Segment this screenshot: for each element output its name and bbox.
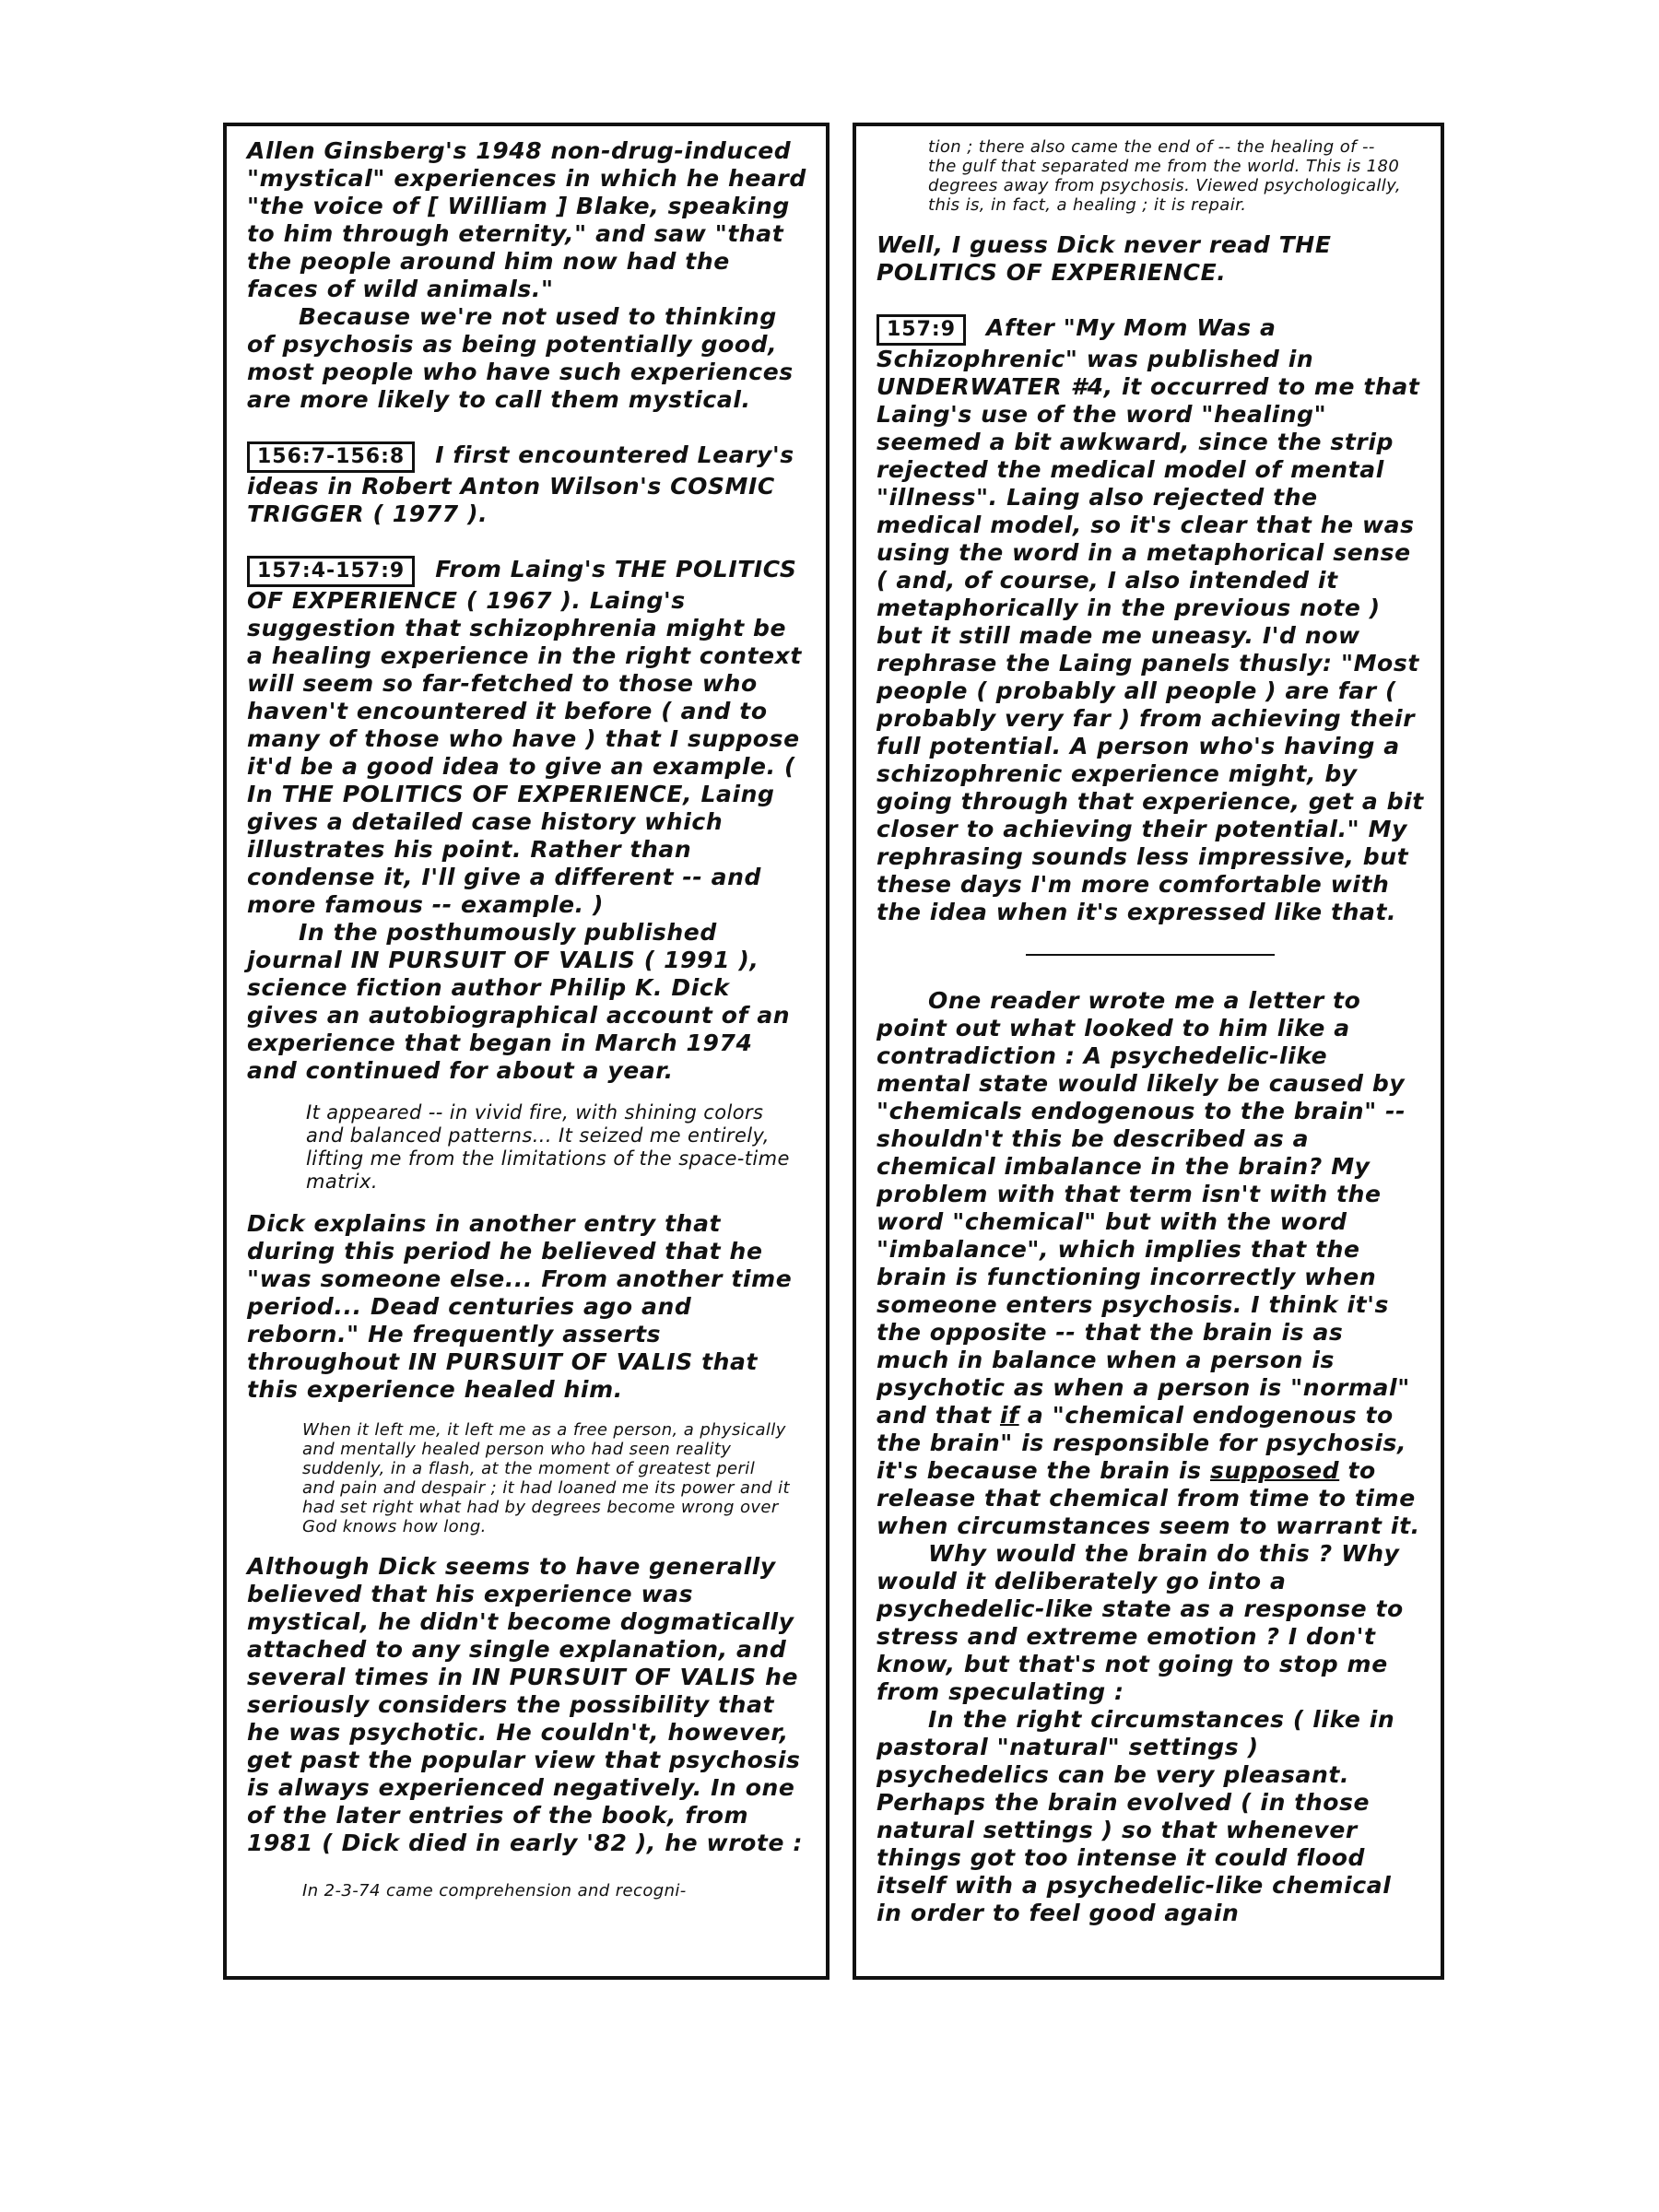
paragraph-ginsberg: Allen Ginsberg's 1948 non-drug-induced "mystical" experiences in which he heard "the voice of [ William ] Blake, speaking to him through eternity," and saw "that the people around him now had the faces of wild animals." [247,137,806,302]
paragraph-why-brain: Why would the brain do this ? Why would it deliberately go into a psychedelic-like state as a response to stress and extreme emotion ? I don't know, but that's not going to stop me from speculating : [877,1540,1404,1705]
paragraph-posthumous-journal: In the posthumously published journal IN PURSUIT OF VALIS ( 1991 ), science fiction author Philip K. Dick gives an autobiographical account of an experience that began in March 1974 and continued for about a year. [247,919,791,1084]
block-quote-comprehension-start: In 2-3-74 came comprehension and recogni- [302,1881,687,1900]
block-quote-vivid-fire: It appeared -- in vivid fire, with shining colors and balanced patterns... It seized me entirely, lifting me from the limitations of the space-time matrix. [306,1101,790,1193]
note-text: After "My Mom Was a Schizophrenic" was published in UNDERWATER #4, it occurred to me that Laing's use of the word "healing" seemed a bit awkward, since the strip rejected the medical model of mental "illness". Laing also rejected the medical model, so it's clear that he was using the word in a metaphorical sense ( and, of course, I also intended it metaphorically in the previous note ) but it still made me uneasy. I'd now rephrase the Laing panels thusly: "Most people ( probably all people ) are far ( probably very far ) from achieving their full potential. A person who's having a schizophrenic experience might, by going through that experience, get a bit closer to achieving their potential." My rephrasing sounds less impressive, but these days I'm more comfortable with the idea when it's expressed like that. [877,314,1424,925]
block-quote-comprehension-continued: tion ; there also came the end of -- the healing of -- the gulf that separated me from the world. This is 180 degrees away from psychosis. Viewed psychologically, this is, in fact, a healing ; it is repair. [928,137,1401,215]
left-text-column [223,123,830,1980]
paragraph-never-read: Well, I guess Dick never read THE POLITICS OF EXPERIENCE. [877,231,1332,286]
underlined-if: if [999,1402,1019,1429]
paragraph-dick-explains: Dick explains in another entry that during this period he believed that he "was someone else... From another time period... Dead centuries ago and reborn." He frequently asserts throughout IN PURSUIT OF VALIS that this experience healed him. [247,1210,793,1403]
paragraph-right-circumstances: In the right circumstances ( like in pastoral "natural" settings ) psychedelics can be very pleasant. Perhaps the brain evolved ( in those natural settings ) so that whenever things got too intense it could flood itself with a psychedelic-like chemical in order to feel good again [877,1706,1395,1926]
note-157-4 [247,556,809,919]
page-reference-tag: 156:7-156:8 [247,441,415,473]
section-divider [1026,954,1275,956]
page-reference-tag: 157:9 [877,314,966,346]
paragraph-reader-letter: One reader wrote me a letter to point out what looked to him like a contradiction : A psychedelic-like mental state would likely be caused by "chemicals endogenous to the brain" -- shouldn't this be described as a chemical imbalance in the brain? My problem with that term isn't with the word "chemical" but with the word "imbalance", which implies that the brain is functioning incorrectly when someone enters psychosis. I think it's the opposite -- that the brain is as much in balance when a person is psychotic as when a person is "normal" and that if a "chemical endogenous to the brain" is responsible for psychosis, it's because the brain is supposed to release that chemical from time to time when circumstances seem to warrant it. [877,987,1420,1539]
page-reference-tag: 157:4-157:9 [247,556,415,587]
note-text: I first encountered Leary's ideas in Robert Anton Wilson's COSMIC TRIGGER ( 1977 ). [247,441,794,527]
note-text: From Laing's THE POLITICS OF EXPERIENCE ( 1967 ). Laing's suggestion that schizophrenia might be a healing experience in the right context will seem so far-fetched to those who haven't encountered it before ( and to many of those who have ) that I suppose it'd be a good idea to give an example. ( In THE POLITICS OF EXPERIENCE, Laing gives a detailed case history which illustrates his point. Rather than condense it, I'll give a different -- and more famous -- example. ) [247,556,802,918]
paragraph-although-dick: Although Dick seems to have generally believed that his experience was mystical, he didn't become dogmatically attached to any single explanation, and several times in IN PURSUIT OF VALIS he seriously considers the possibility that he was psychotic. He couldn't, however, get past the popular view that psychosis is always experienced negatively. In one of the later entries of the book, from 1981 ( Dick died in early '82 ), he wrote : [247,1553,803,1856]
paragraph-psychosis-mystical: Because we're not used to thinking of psychosis as being potentially good, most people who have such experiences are more likely to call them mystical. [247,303,794,413]
right-text-column [853,123,1444,1980]
note-156-7 [247,441,809,528]
note-157-9 [877,314,1424,926]
underlined-supposed: supposed [1209,1457,1340,1484]
block-quote-healed: When it left me, it left me as a free person, a physically and mentally healed person who had seen reality suddenly, in a flash, at the moment of greatest peril and pain and despair ; it had loaned me its power and it had set right what had by degrees become wrong over God knows how long. [302,1420,790,1536]
